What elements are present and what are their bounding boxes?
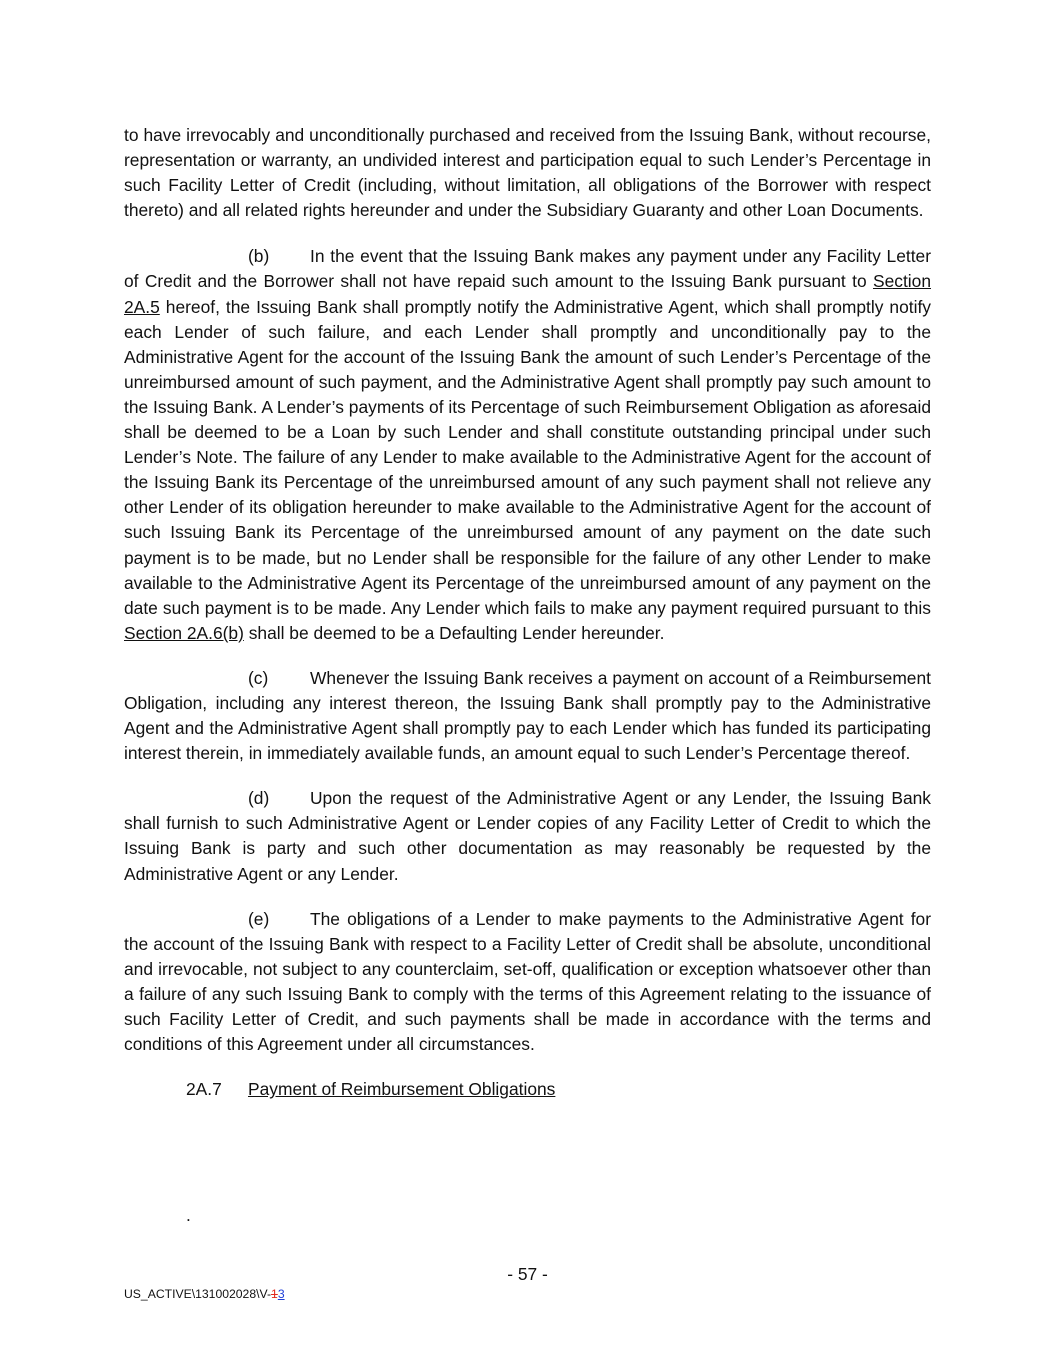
deleted-version: 1 xyxy=(271,1287,278,1301)
paragraph-c-label: (c) xyxy=(248,667,269,688)
section-title: Payment of Reimbursement Obligations xyxy=(248,1079,556,1100)
section-heading xyxy=(124,1077,931,1102)
continuation-paragraph: to have irrevocably and unconditionally purchased and received from the Issuing Bank, without recourse, representation or warranty, an undivided interest and participation equal to such Lender’s Percentage in such Facility Letter of Credit (including, without limitation, all obligations of the Borrower with respect thereto) and all related rights hereunder and under the Subsidiary Guaranty and other Loan Documents. xyxy=(124,125,931,221)
section-2a6b-reference: Section 2A.6(b) xyxy=(124,622,244,643)
trailing-dot: . xyxy=(186,1205,191,1225)
paragraph-e xyxy=(124,907,931,1058)
paragraph-c-text: Whenever the Issuing Bank receives a payment on account of a Reimbursement Obligation, including any interest thereon, the Issuing Bank shall promptly pay to the Administrative Agent and the Administrative Agent shall promptly pay to each Lender which has funded its participating interest therein, in immediately available funds, an amount equal to such Lender’s Percentage thereof. xyxy=(124,667,931,764)
inserted-version: 3 xyxy=(277,1287,285,1301)
paragraph-c xyxy=(124,666,931,766)
paragraph-b-label: (b) xyxy=(248,246,270,267)
paragraph-d-text: Upon the request of the Administrative Agent or any Lender, the Issuing Bank shall furnish to such Administrative Agent or Lender copies of any Facility Letter of Credit to which the Issuing Bank is party and such other documentation as may reasonably be requested by the Administrative Agent or any Lender. xyxy=(124,788,931,884)
paragraph-e-label: (e) xyxy=(248,908,270,929)
footer-doc-path: US_ACTIVE\131002028\V- xyxy=(124,1287,272,1301)
paragraph-d xyxy=(124,786,931,886)
paragraph-b-text-2: hereof, the Issuing Bank shall promptly notify the Administrative Agent, which shall promptly notify each Lender of such failure, and each Lender shall promptly and unconditionally pay to the Administrative Agent for the account of the Issuing Bank the amount of such Lender’s Percentage of the unreimbursed amount of such payment, and the Administrative Agent shall promptly pay such amount to the Issuing Bank. A Lender’s payments of its Percentage of such Reimbursement Obligation as aforesaid shall be deemed to be a Loan by such Lender and shall constitute outstanding principal under such Lender’s Note. The failure of any Lender to make available to the Administrative Agent for the account of the Issuing Bank its Percentage of the unreimbursed amount of any such payment shall not relieve any other Lender of its obligation hereunder to make available to the Administrative Agent for the account of such Issuing Bank its Percentage of the unreimbursed amount of any payment on the date such payment is to be made, but no Lender shall be responsible for the failure of any other Lender to make available to the Administrative Agent its Percentage of the unreimbursed amount of any payment on the date such payment is to be made. Any Lender which fails to make any payment required pursuant to this xyxy=(124,296,931,618)
paragraph-b-text-3: shall be deemed to be a Defaulting Lender hereunder. xyxy=(243,622,665,643)
paragraph-e-text: The obligations of a Lender to make payments to the Administrative Agent for the account of the Issuing Bank with respect to a Facility Letter of Credit shall be absolute, unconditional and irrevocable, not subject to any counterclaim, set-off, qualification or exception whatsoever other than a failure of any such Issuing Bank to comply with the terms of this Agreement relating to the issuance of such Facility Letter of Credit, and such payments shall be made in accordance with the terms and conditions of this Agreement under all circumstances. xyxy=(124,908,931,1055)
document-body xyxy=(124,123,931,1102)
section-2a5-reference: Section 2A.5 xyxy=(124,271,931,317)
paragraph-d-label: (d) xyxy=(248,788,270,809)
section-number: 2A.7 xyxy=(186,1079,222,1100)
page-number: - 57 - xyxy=(507,1264,548,1284)
paragraph-b xyxy=(124,244,931,646)
paragraph-b-text-1: In the event that the Issuing Bank makes any payment under any Facility Letter of Credit and the Borrower shall not have repaid such amount to the Issuing Bank pursuant to xyxy=(124,246,931,292)
footer-document-id xyxy=(124,1286,285,1302)
